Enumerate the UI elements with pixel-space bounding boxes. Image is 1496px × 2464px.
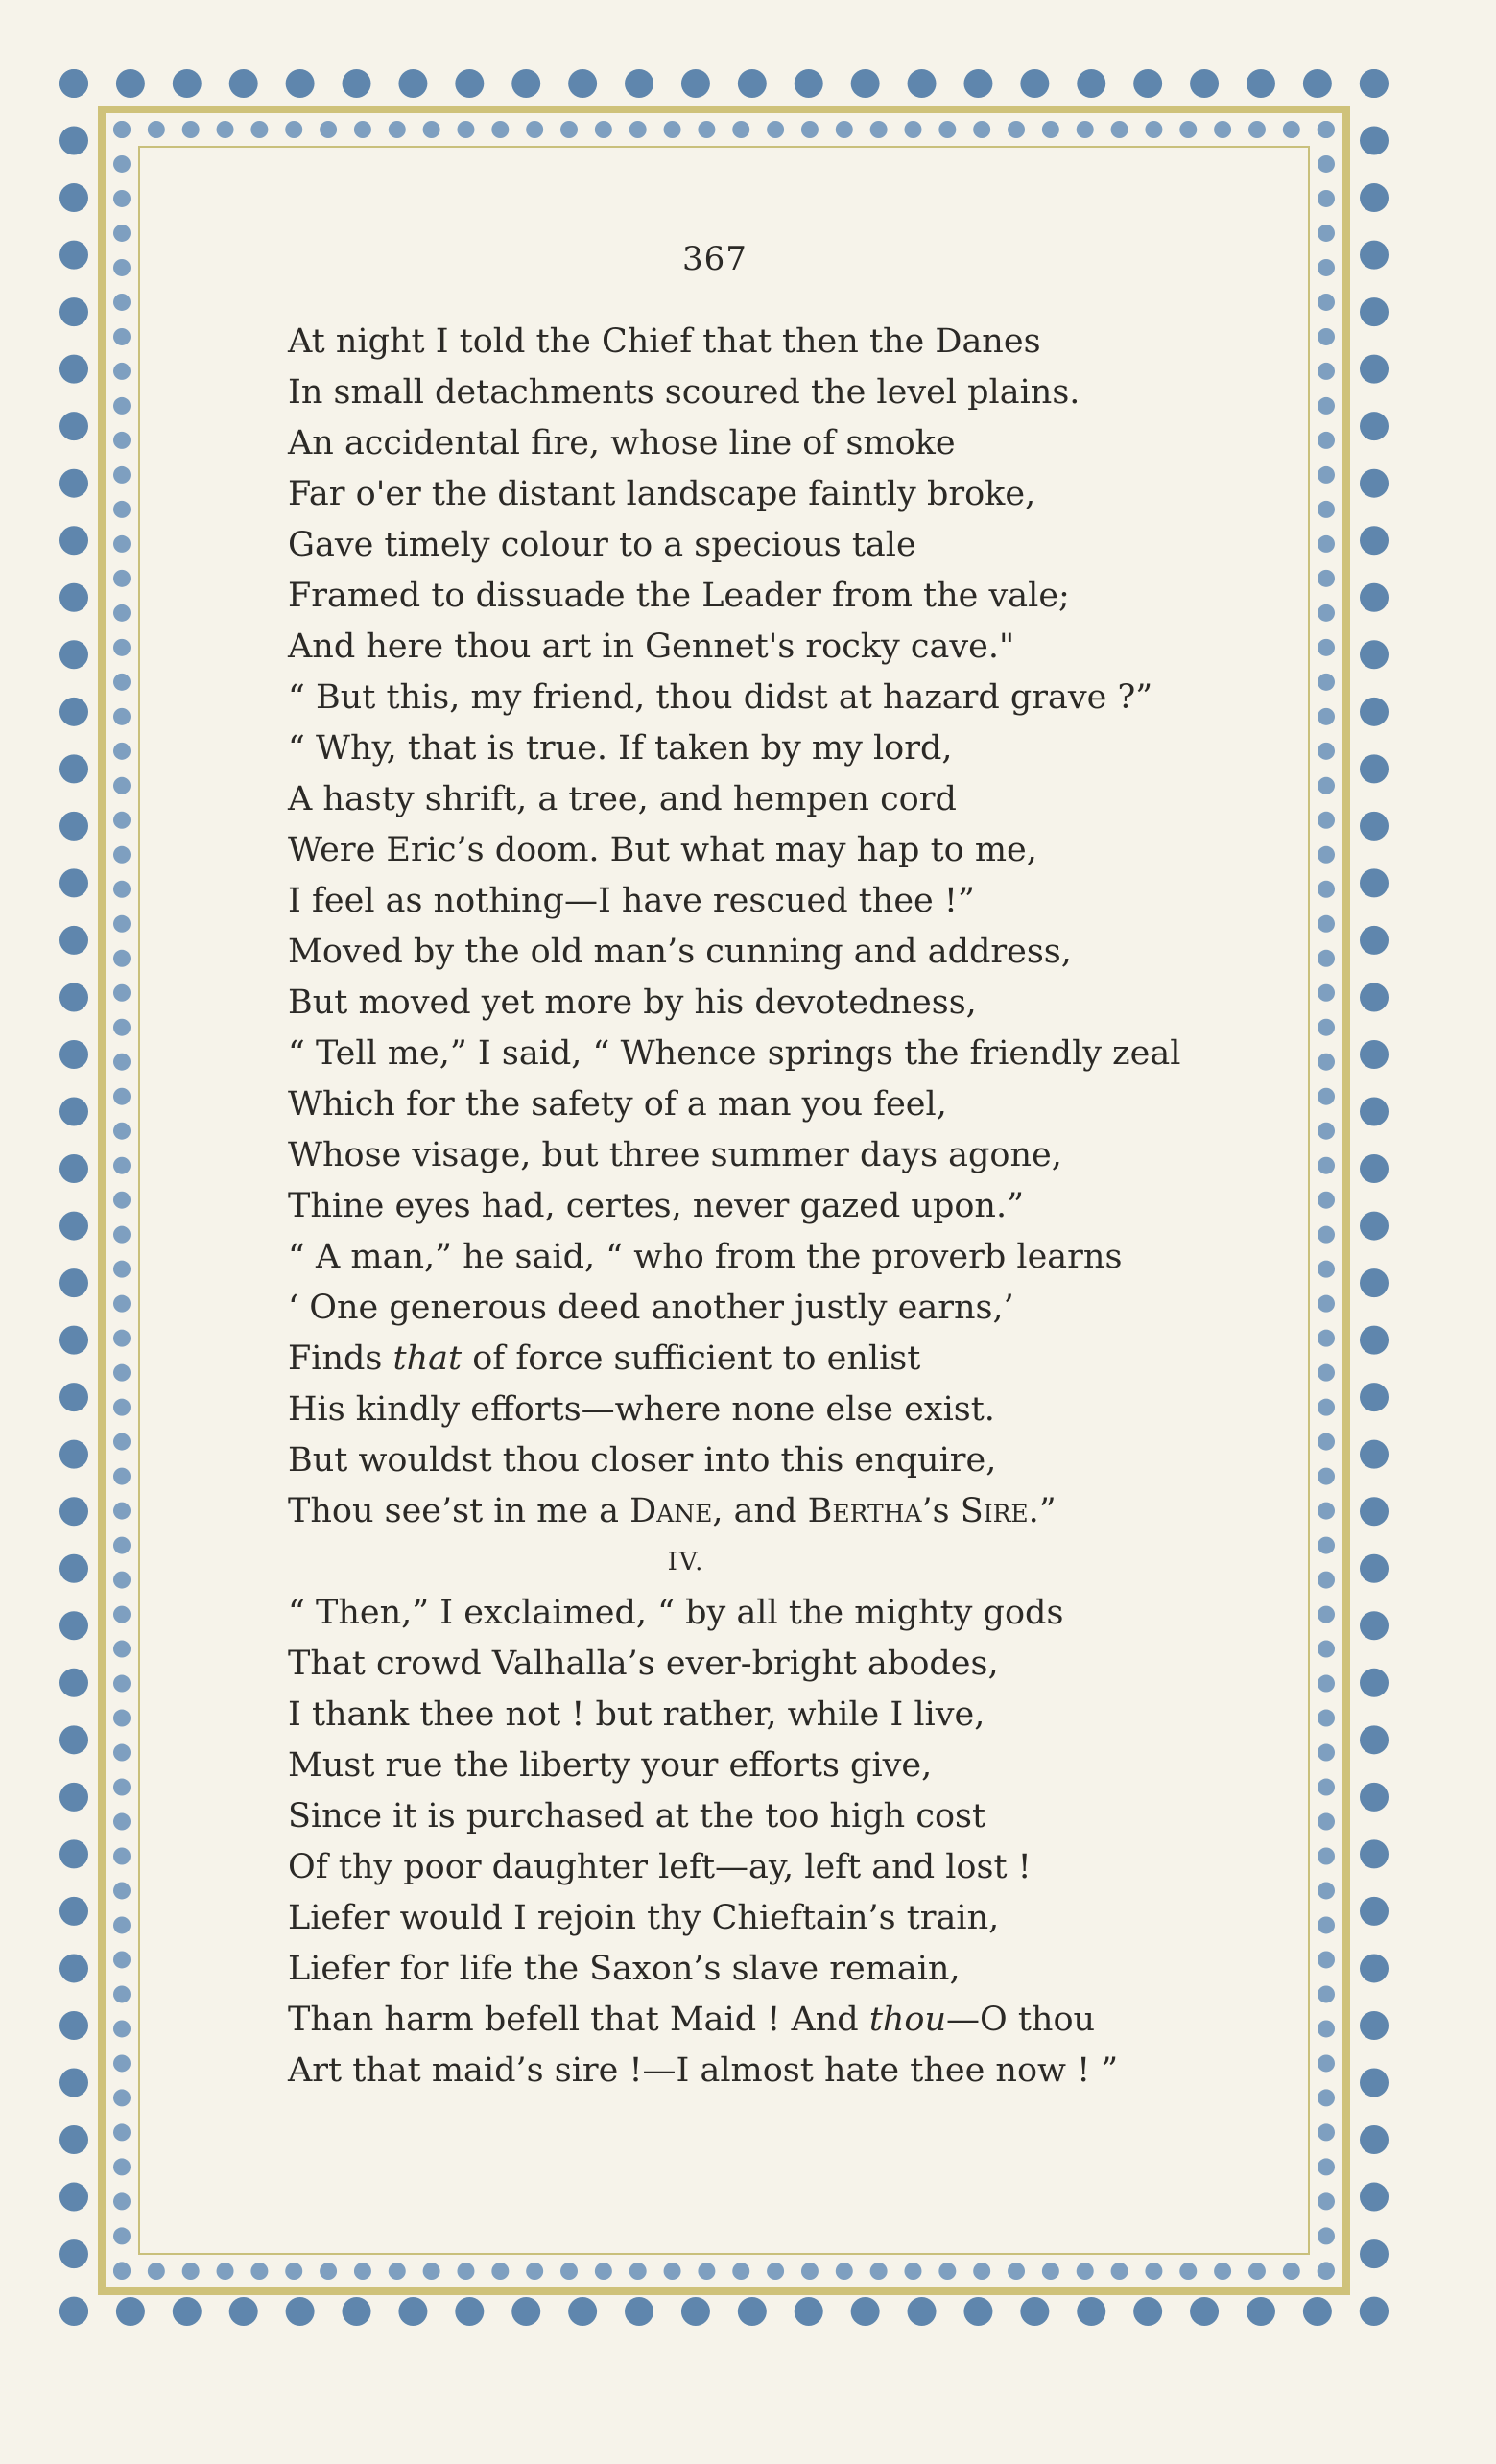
poem-line: Liefer for life the Saxon’s slave remain, [288, 1950, 961, 1988]
poem-line: ‘ One generous deed another justly earns,’ [288, 1289, 1014, 1327]
poem-line: “ Tell me,” I said, “ Whence springs the friendly zeal [288, 1034, 1181, 1073]
poem-line: Of thy poor daughter left—ay, left and lost ! [288, 1848, 1032, 1886]
line-text: ’s [921, 1492, 961, 1530]
poem-line: But moved yet more by his devotedness, [288, 983, 977, 1022]
poem-text [288, 317, 1209, 2097]
poem-line: Which for the safety of a man you feel, [288, 1085, 947, 1124]
small-caps-word: Bertha [807, 1492, 922, 1530]
poem-line: Must rue the liberty your efforts give, [288, 1746, 933, 1785]
poem-line [288, 1486, 1209, 1537]
line-text: Thou see’st in me a [288, 1492, 630, 1530]
line-text: —O thou [946, 2001, 1096, 2039]
poem-line: “ Then,” I exclaimed, “ by all the mighty gods [288, 1594, 1064, 1632]
italic-word: thou [868, 2001, 947, 2039]
italic-word: that [392, 1339, 463, 1378]
poem-line: “ Why, that is true. If taken by my lord, [288, 729, 953, 768]
poem-line: I feel as nothing—I have rescued thee !” [288, 882, 975, 920]
poem-line: Since it is purchased at the too high cost [288, 1797, 986, 1836]
page-number: 367 [682, 240, 748, 278]
poem-line: His kindly efforts—where none else exist. [288, 1390, 995, 1429]
poem-line [288, 1334, 1209, 1385]
poem-line: Thine eyes had, certes, never gazed upon.” [288, 1187, 1024, 1225]
poem-line: “ A man,” he said, “ who from the proverb learns [288, 1238, 1123, 1276]
poem-line: Moved by the old man’s cunning and address, [288, 933, 1072, 971]
poem-line: Gave timely colour to a specious tale [288, 526, 916, 564]
poem-line: An accidental fire, whose line of smoke [288, 424, 956, 462]
line-text: .” [1028, 1492, 1057, 1530]
poem-line: Framed to dissuade the Leader from the vale; [288, 577, 1070, 615]
poem-line: Art that maid’s sire !—I almost hate thee now ! ” [288, 2051, 1119, 2090]
poem-line: “ But this, my friend, thou didst at hazard grave ?” [288, 678, 1153, 717]
poem-line: I thank thee not ! but rather, while I live, [288, 1695, 985, 1734]
poem-line: But wouldst thou closer into this enquire, [288, 1441, 997, 1480]
poem-line: Were Eric’s doom. But what may hap to me, [288, 831, 1037, 869]
poem-line: Far o'er the distant landscape faintly broke, [288, 475, 1036, 513]
poem-line: At night I told the Chief that then the Danes [288, 322, 1041, 361]
poem-line: Whose visage, but three summer days agone, [288, 1136, 1062, 1174]
small-caps-word: Sire [960, 1492, 1029, 1530]
line-text: , and [712, 1492, 808, 1530]
line-text: Finds [288, 1339, 393, 1378]
poem-line: And here thou art in Gennet's rocky cave." [288, 628, 1015, 666]
section-number: IV. [667, 1548, 705, 1576]
poem-line: Liefer would I rejoin thy Chieftain’s train, [288, 1899, 1000, 1937]
small-caps-word: Dane [629, 1492, 713, 1530]
poem-line: A hasty shrift, a tree, and hempen cord [288, 780, 957, 818]
line-text: of force sufficient to enlist [462, 1339, 921, 1378]
poem-line [288, 1995, 1209, 2046]
poem-line: That crowd Valhalla’s ever-bright abodes, [288, 1645, 999, 1683]
poem-line: In small detachments scoured the level plains. [288, 373, 1080, 412]
line-text: Than harm befell that Maid ! And [288, 2001, 869, 2039]
